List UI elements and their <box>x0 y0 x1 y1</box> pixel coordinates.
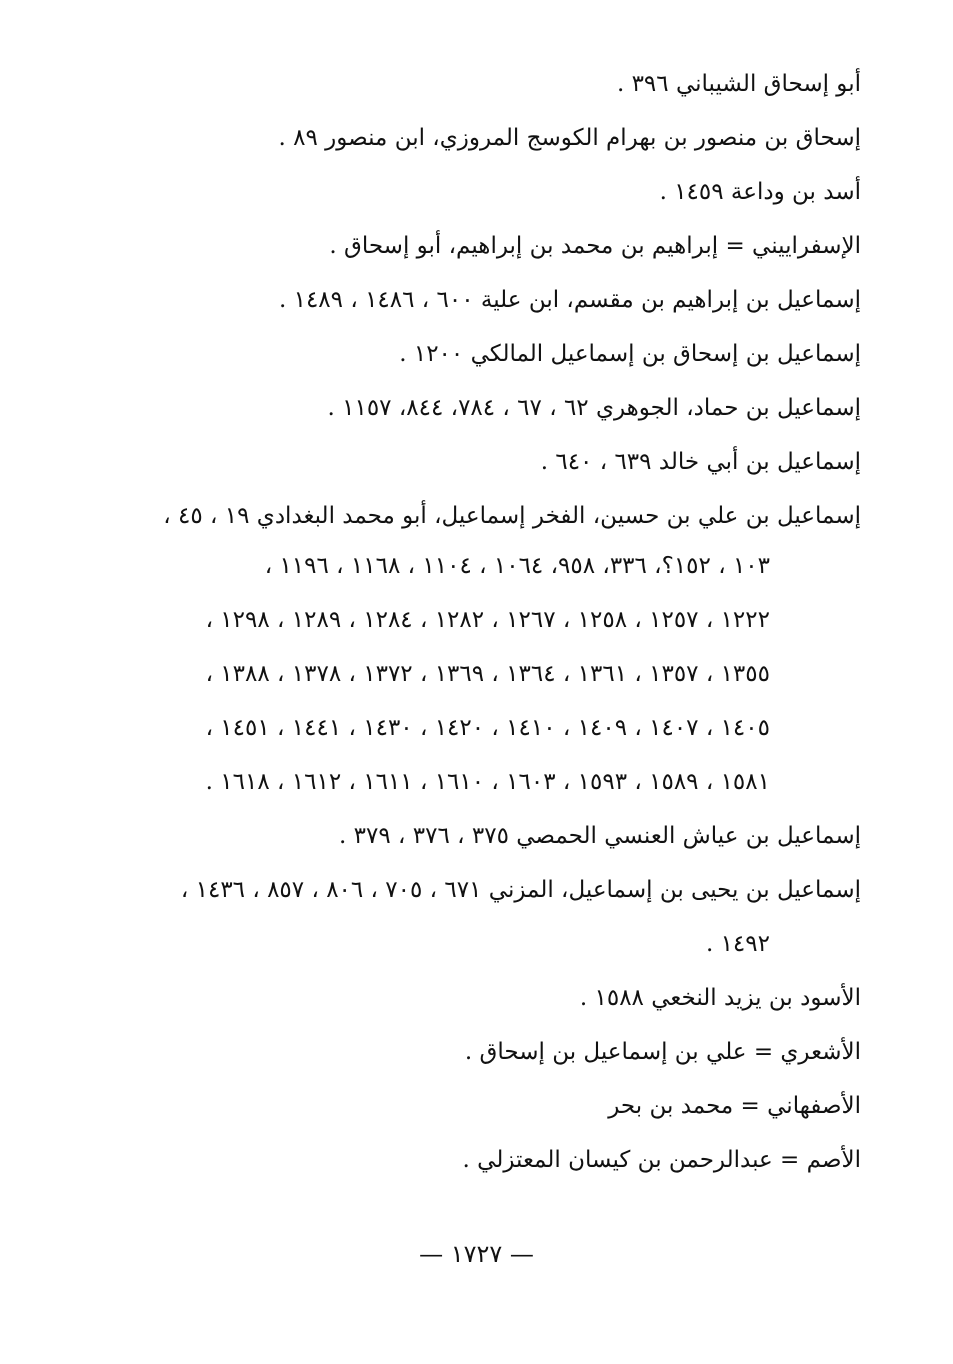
index-entry-continuation: ١٠٣ ، ١٥٢؟، ٣٣٦، ٩٥٨، ١٠٦٤ ، ١١٠٤ ، ١١٦٨ ، ١١٩٦ ، <box>264 553 770 579</box>
index-entry: إسماعيل بن حماد، الجوهري ٦٢ ، ٦٧ ، ٧٨٤، ٨٤٤، ١١٥٧ . <box>327 395 861 421</box>
index-entry: أبو إسحاق الشيباني ٣٩٦ . <box>616 71 861 97</box>
page-number: — ١٧٢٧ — <box>419 1240 534 1268</box>
index-entry-continuation: ١٢٢٢ ، ١٢٥٧ ، ١٢٥٨ ، ١٢٦٧ ، ١٢٨٢ ، ١٢٨٤ ، ١٢٨٩ ، ١٢٩٨ ، <box>205 607 770 633</box>
index-entry: إسحاق بن منصور بن بهرام الكوسج المروزي، ابن منصور ٨٩ . <box>278 125 861 151</box>
index-entry-continuation: ١٤٠٥ ، ١٤٠٧ ، ١٤٠٩ ، ١٤١٠ ، ١٤٢٠ ، ١٤٣٠ ، ١٤٤١ ، ١٤٥١ ، <box>205 715 770 741</box>
index-entry: إسماعيل بن إبراهيم بن مقسم، ابن علية ٦٠٠ ، ١٤٨٦ ، ١٤٨٩ . <box>278 287 861 313</box>
index-entry: الأصفهاني = محمد بن بحر <box>608 1093 861 1119</box>
index-entry: إسماعيل بن إسحاق بن إسماعيل المالكي ١٢٠٠ . <box>399 341 861 367</box>
index-entry-continuation: ١٤٩٢ . <box>705 931 770 957</box>
index-entry-continuation: ١٣٥٥ ، ١٣٥٧ ، ١٣٦١ ، ١٣٦٤ ، ١٣٦٩ ، ١٣٧٢ ، ١٣٧٨ ، ١٣٨٨ ، <box>205 661 770 687</box>
index-entry: أسد بن وداعة ١٤٥٩ . <box>659 179 861 205</box>
index-entry: إسماعيل بن عياش العنسي الحمصي ٣٧٥ ، ٣٧٦ ، ٣٧٩ . <box>339 823 861 849</box>
index-entry: إسماعيل بن أبي خالد ٦٣٩ ، ٦٤٠ . <box>540 449 861 475</box>
index-entry: الأصم = عبدالرحمن بن كيسان المعتزلي . <box>462 1147 861 1173</box>
index-entry: إسماعيل بن يحيى بن إسماعيل، المزني ٦٧١ ، ٧٠٥ ، ٨٠٦ ، ٨٥٧ ، ١٤٣٦ ، <box>180 877 861 903</box>
index-entry: الأسود بن يزيد النخعي ١٥٨٨ . <box>579 985 861 1011</box>
index-entry: الأشعري = علي بن إسماعيل بن إسحاق . <box>464 1039 861 1065</box>
index-entry: إسماعيل بن علي بن حسين، الفخر إسماعيل، أبو محمد البغدادي ١٩ ، ٤٥ ، <box>163 503 861 529</box>
index-entry: الإسفراييني = إبراهيم بن محمد بن إبراهيم، أبو إسحاق . <box>329 233 861 259</box>
index-entry-continuation: ١٥٨١ ، ١٥٨٩ ، ١٥٩٣ ، ١٦٠٣ ، ١٦١٠ ، ١٦١١ ، ١٦١٢ ، ١٦١٨ . <box>205 769 770 795</box>
